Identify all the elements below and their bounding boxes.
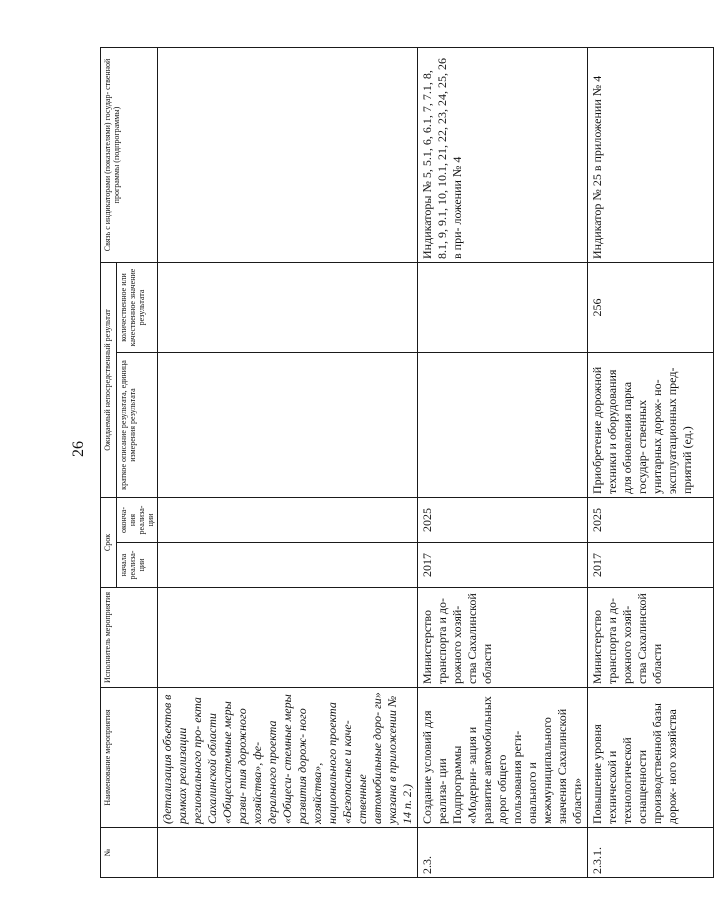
row-start: 2017 xyxy=(588,543,714,588)
page-number: 26 xyxy=(70,441,87,457)
header-term-end: оконча- ния реализа- ции xyxy=(117,497,158,542)
header-result-value: количественное или качественное значение результата xyxy=(117,262,158,352)
header-result: Ожидаемый непосредственный результат xyxy=(101,262,117,497)
table-row xyxy=(158,47,418,877)
row-executor xyxy=(158,588,418,688)
row-number: 2.3.1. xyxy=(588,828,714,878)
table-row xyxy=(418,47,588,877)
row-name: (детализация объектов в рамках реализации регионального про- екта Сахалинской области «Общесистемные меры разви- тия дорожного хозяйства», фе- дерального проекта «Общеси- стемные меры развития дорож- ного хозяйства», национального проекта «Безопасные и каче- ственные автомобильные доро- ги» указана в приложении № 14 п. 2.) xyxy=(158,688,418,828)
row-link: Индикатор № 25 в приложении № 4 xyxy=(588,47,714,262)
table-row xyxy=(588,47,714,877)
header-no: № xyxy=(101,828,158,878)
row-number xyxy=(158,828,418,878)
header-term-start: начала реализа- ции xyxy=(117,543,158,588)
landscape-content xyxy=(100,48,694,878)
row-result-desc: Приобретение дорожной техники и оборудования для обновления парка государ- ственных унитарных дорож- но-эксплуатационных пред- приятий (ед.) xyxy=(588,352,714,497)
row-executor: Министерство транспорта и до- рожного хозяй- ства Сахалинской области xyxy=(588,588,714,688)
row-number: 2.3. xyxy=(418,828,588,878)
row-end xyxy=(158,497,418,542)
header-name: Наименование мероприятия xyxy=(101,688,158,828)
row-end: 2025 xyxy=(588,497,714,542)
row-result-value xyxy=(418,262,588,352)
row-name: Создание условий для реализа- ции Подпрограммы «Модерни- зация и развитие автомобильных дорог общего пользования реги- онального и межмуниципального значения Сахалинской области» xyxy=(418,688,588,828)
row-executor: Министерство транспорта и до- рожного хозяй- ства Сахалинской области xyxy=(418,588,588,688)
row-name: Повышение уровня технической и технологической оснащенности производственной базы дорож- ного хозяйства xyxy=(588,688,714,828)
header-result-desc: краткое описание результата, единица измерения результата xyxy=(117,352,158,497)
row-result-desc xyxy=(418,352,588,497)
row-result-value: 256 xyxy=(588,262,714,352)
row-start: 2017 xyxy=(418,543,588,588)
row-result-value xyxy=(158,262,418,352)
header-executor: Исполнитель мероприятия xyxy=(101,588,158,688)
row-link xyxy=(158,47,418,262)
row-link: Индикаторы № 5, 5.1, 6, 6.1, 7, 7.1, 8, 8.1, 9, 9.1, 10, 10.1, 21, 22, 23, 24, 25, 26 в при- ложении № 4 xyxy=(418,47,588,262)
header-term: Срок xyxy=(101,497,117,587)
row-end: 2025 xyxy=(418,497,588,542)
row-start xyxy=(158,543,418,588)
header-link: Связь с индикаторами (показателями) государ- ственной программы (подпрограммы) xyxy=(101,47,158,262)
measures-table xyxy=(100,47,714,878)
row-result-desc xyxy=(158,352,418,497)
